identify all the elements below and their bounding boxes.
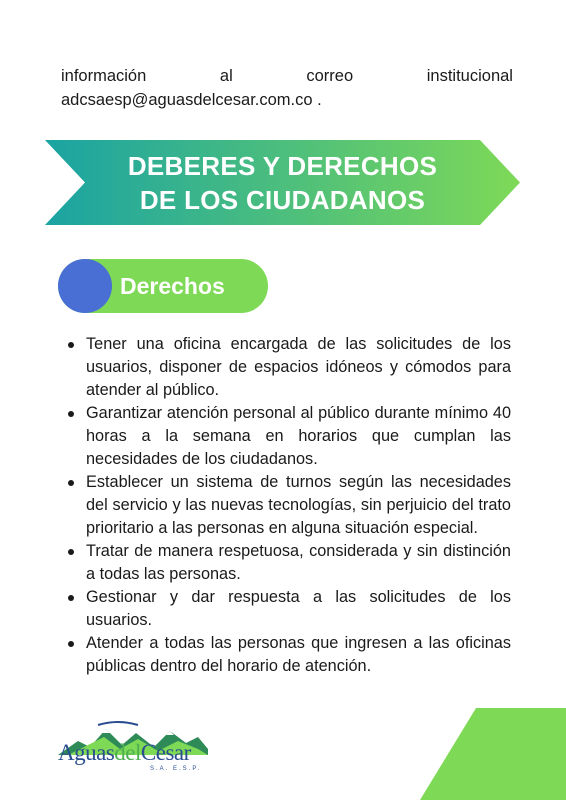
title-banner <box>45 140 520 225</box>
intro-line-1 <box>61 64 513 88</box>
list-item: Gestionar y dar respuesta a las solicitudes de los usuarios. <box>86 586 511 632</box>
list-item: Tratar de manera respetuosa, considerada y sin distinción a todas las personas. <box>86 540 511 586</box>
banner-title-line-2: DE LOS CIUDADANOS <box>139 184 426 215</box>
section-pill-dot <box>58 259 112 313</box>
intro-word: información <box>61 67 147 85</box>
section-heading: Derechos <box>120 273 225 299</box>
intro-email: adcsaesp@aguasdelcesar.com.co . <box>61 91 322 109</box>
logo-wordmark: AguasdelCesar <box>58 740 191 765</box>
corner-decoration <box>420 708 566 800</box>
intro-word: correo <box>306 67 354 85</box>
list-item: Establecer un sistema de turnos según las necesidades del servicio y las nuevas tecnologías, sin perjuicio del trato prioritario a las personas en alguna situación especial. <box>86 471 511 540</box>
intro-text <box>61 64 513 112</box>
list-item: Garantizar atención personal al público durante mínimo 40 horas a la semana en horarios que cumplan las necesidades de los ciudadanos. <box>86 402 511 471</box>
list-item: Atender a todas las personas que ingresen a las oficinas públicas dentro del horario de atención. <box>86 632 511 678</box>
logo-subtitle: S.A. E.S.P. <box>150 766 202 772</box>
banner-title-line-1: DEBERES Y DERECHOS <box>127 150 438 181</box>
intro-word: al <box>219 67 233 85</box>
intro-word: institucional <box>426 67 513 85</box>
banner-title <box>45 140 520 225</box>
rights-list <box>61 333 511 678</box>
list-item: Tener una oficina encargada de las solicitudes de los usuarios, disponer de espacios idóneos y cómodos para atender al público. <box>86 333 511 402</box>
